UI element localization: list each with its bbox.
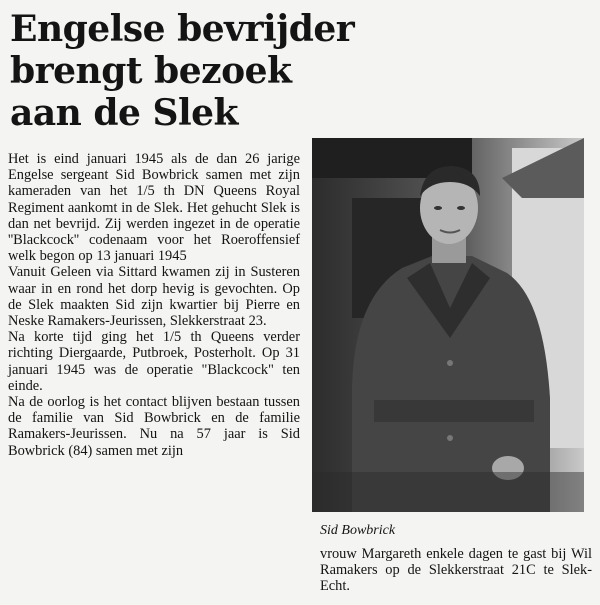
headline-line-2: brengt bezoek <box>10 50 292 92</box>
headline-line-1: Engelse bevrijder <box>10 8 355 50</box>
article-headline <box>10 8 430 134</box>
photo-caption: Sid Bowbrick <box>320 523 396 538</box>
paragraph-2: Vanuit Geleen via Sittard kwamen zij in Susteren waar in en rond het dorp hevig is gevochten. Op de Slek maakten Sid zijn kwartier bij Pierre en Neske Ramakers-Jeurissen, Slekkerstraat 23. <box>8 264 300 330</box>
paragraph-3: Na korte tijd ging het 1/5 th Queens verder richting Diergaarde, Putbroek, Posterholt. Op 31 januari 1945 was de operatie "Blackcock" ten einde. <box>8 329 300 394</box>
article-body-right-column <box>320 546 592 595</box>
paragraph-1: Het is eind januari 1945 als de dan 26 jarige Engelse sergeant Sid Bowbrick samen met zijn kameraden van het 1/5 th DN Queens Royal Regiment aankomt in de Slek. Het gehucht Slek is dan net bevrijd. Zij werden ingezet in de operatie ''Blackcock'' codenaam voor het Roeroffensief welk begon op 13 januari 1945 <box>8 151 300 265</box>
continuation-paragraph: vrouw Margareth enkele dagen te gast bij Wil Ramakers op de Slekkerstraat 21C te Slek-Echt. <box>320 546 592 595</box>
paragraph-4: Na de oorlog is het contact blijven bestaan tussen de familie van Sid Bowbrick en de familie Ramakers-Jeurissen. Nu na 57 jaar is Sid Bowbrick (84) samen met zijn <box>8 394 300 459</box>
headline-line-3: aan de Slek <box>10 92 238 134</box>
soldier-photo <box>312 138 584 512</box>
article-body-left-column <box>8 151 300 459</box>
